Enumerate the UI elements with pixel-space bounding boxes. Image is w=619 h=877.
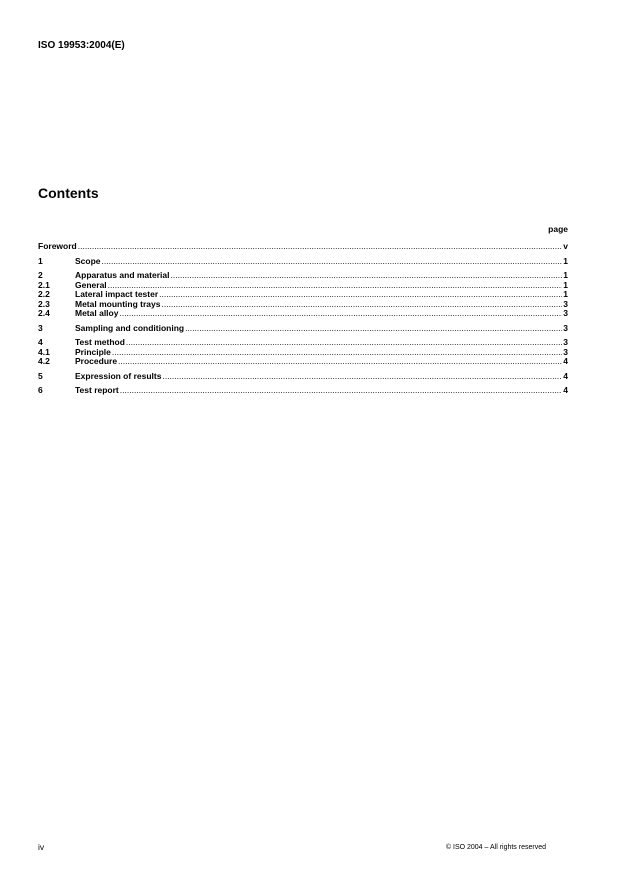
- toc-entry-4-2[interactable]: [38, 357, 568, 367]
- toc-entry-4-1[interactable]: [38, 348, 568, 358]
- footer-page-number: iv: [38, 842, 45, 852]
- toc-entry-page: v: [563, 242, 568, 251]
- toc-entry-page: 3: [563, 299, 568, 309]
- toc-entry-number: 2.3: [38, 299, 50, 309]
- toc-entry-page: 3: [563, 309, 568, 318]
- toc-entry-page: 3: [563, 338, 568, 347]
- contents-title: Contents: [38, 185, 99, 201]
- toc-entry-2-4[interactable]: [38, 309, 568, 319]
- toc-entry-title: Scope: [75, 256, 101, 266]
- toc-entry-number: 2: [38, 271, 43, 280]
- toc-entry-title: Lateral impact tester: [75, 290, 159, 299]
- toc-entry-title: General: [75, 280, 107, 290]
- toc-entry-6[interactable]: [38, 386, 568, 396]
- page-column-label: page: [548, 224, 568, 234]
- toc-entry-number: 4.1: [38, 347, 50, 357]
- dot-leader: [78, 242, 563, 252]
- document-header: ISO 19953:2004(E): [38, 40, 125, 51]
- toc-entry-page: 1: [563, 290, 568, 299]
- toc-entry-page: 4: [563, 371, 568, 381]
- toc-entry-title: Test report: [75, 386, 119, 395]
- dot-leader: [102, 257, 563, 267]
- toc-entry-page: 3: [563, 347, 568, 357]
- dot-leader: [120, 386, 562, 396]
- toc-entry-number: 2.4: [38, 309, 50, 318]
- footer-copyright: © ISO 2004 – All rights reserved: [445, 844, 546, 851]
- toc-entry-number: 2.1: [38, 280, 50, 290]
- toc-entry-2-1[interactable]: [38, 281, 568, 291]
- dot-leader: [170, 271, 562, 281]
- toc-entry-1[interactable]: [38, 257, 568, 267]
- toc-entry-number: 4.2: [38, 357, 50, 366]
- toc-entry-title: Metal alloy: [75, 309, 119, 318]
- toc-entry-2-2[interactable]: [38, 290, 568, 300]
- toc-entry-foreword[interactable]: [38, 242, 568, 252]
- toc-entry-page: 1: [563, 256, 568, 266]
- dot-leader: [159, 290, 562, 300]
- dot-leader: [161, 300, 562, 310]
- dot-leader: [119, 309, 562, 319]
- toc-entry-page: 1: [563, 280, 568, 290]
- toc-entry-5[interactable]: [38, 372, 568, 382]
- toc-entry-number: 4: [38, 338, 43, 347]
- toc-entry-page: 1: [563, 271, 568, 280]
- toc-entry-title: Metal mounting trays: [75, 299, 161, 309]
- toc-entry-title: Foreword: [38, 242, 77, 251]
- dot-leader: [185, 324, 562, 334]
- toc-entry-title: Expression of results: [75, 371, 162, 381]
- toc-entry-page: 4: [563, 386, 568, 395]
- toc-entry-title: Sampling and conditioning: [75, 323, 185, 333]
- toc-entry-title: Apparatus and material: [75, 271, 170, 280]
- toc-entry-title: Procedure: [75, 357, 118, 366]
- dot-leader: [112, 348, 562, 358]
- toc-entry-4[interactable]: [38, 338, 568, 348]
- dot-leader: [126, 338, 562, 348]
- toc-entry-2-3[interactable]: [38, 300, 568, 310]
- toc-entry-number: 2.2: [38, 290, 50, 299]
- toc-entry-number: 6: [38, 386, 43, 395]
- toc-entry-title: Principle: [75, 347, 111, 357]
- toc-entry-number: 5: [38, 371, 43, 381]
- toc-entry-3[interactable]: [38, 324, 568, 334]
- dot-leader: [108, 281, 563, 291]
- toc-entry-page: 4: [563, 357, 568, 366]
- table-of-contents: [38, 242, 568, 396]
- toc-entry-title: Test method: [75, 338, 125, 347]
- toc-entry-number: 3: [38, 323, 43, 333]
- toc-entry-number: 1: [38, 256, 43, 266]
- toc-entry-2[interactable]: [38, 271, 568, 281]
- dot-leader: [118, 357, 562, 367]
- toc-entry-page: 3: [563, 323, 568, 333]
- dot-leader: [162, 372, 562, 382]
